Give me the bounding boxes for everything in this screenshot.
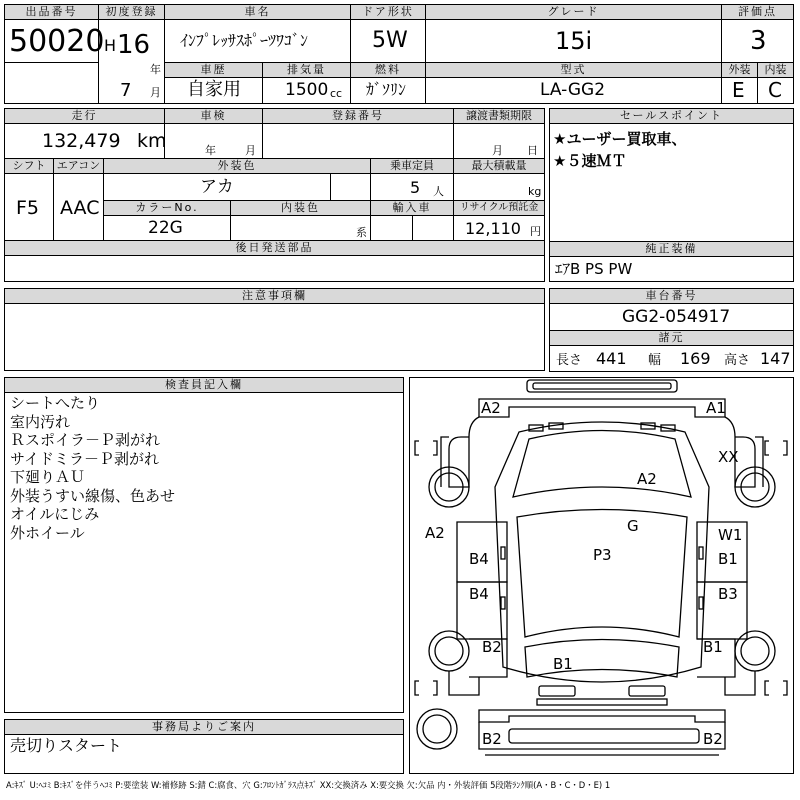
mileage: 132,479 bbox=[42, 130, 121, 152]
color: アカ bbox=[200, 177, 234, 197]
inspection-month-unit: 月 bbox=[245, 144, 256, 157]
era: H bbox=[104, 36, 117, 55]
score: 3 bbox=[750, 26, 767, 56]
inspector-line: シートへたり bbox=[10, 394, 101, 412]
first-reg-year: 16 bbox=[117, 30, 151, 60]
damage-mark: B1 bbox=[703, 638, 723, 656]
damage-mark: B3 bbox=[718, 585, 738, 603]
damage-mark: XX bbox=[718, 448, 739, 466]
equipment-header: 純正装備 bbox=[549, 241, 794, 257]
int-color-cell bbox=[230, 215, 371, 241]
fuel-header: 燃料 bbox=[350, 62, 426, 78]
inspector-notes bbox=[10, 394, 175, 542]
length-label: 長さ bbox=[556, 353, 583, 368]
year-unit: 年 bbox=[150, 63, 161, 76]
model-name: ｲﾝﾌﾟﾚｯｻｽﾎﾟｰﾂﾜｺﾞﾝ bbox=[180, 31, 309, 50]
chassis-header: 車台番号 bbox=[549, 288, 794, 304]
model-name-header: 車名 bbox=[164, 4, 351, 20]
recycle-fee: 12,110 bbox=[465, 219, 521, 238]
damage-mark: A2 bbox=[481, 399, 501, 417]
fuel: ｶﾞｿﾘﾝ bbox=[366, 80, 407, 99]
reg-no-cell bbox=[262, 123, 454, 159]
capacity-unit: 人 bbox=[433, 185, 444, 198]
load-unit: kg bbox=[528, 185, 542, 198]
color-no-header: カラーNo. bbox=[103, 200, 231, 216]
door-type: 5W bbox=[372, 28, 408, 53]
lot-no: 50020 bbox=[9, 24, 105, 59]
import-subcell bbox=[412, 215, 454, 241]
inspector-line: サイドミラ－Ｐ剥がれ bbox=[10, 449, 159, 468]
inspection-header: 車検 bbox=[164, 108, 263, 124]
inspector-line: 下廻りＡＵ bbox=[10, 468, 86, 486]
damage-mark: B1 bbox=[553, 655, 573, 673]
load-header: 最大積載量 bbox=[453, 158, 545, 174]
recycle-header: リサイクル預託金 bbox=[453, 200, 545, 216]
height: 147 bbox=[760, 349, 791, 368]
displacement: 1500 bbox=[285, 80, 329, 100]
history: 自家用 bbox=[187, 79, 241, 100]
exterior-header: 外装 bbox=[721, 62, 758, 78]
history-header: 車歴 bbox=[164, 62, 263, 78]
first-reg-month: 7 bbox=[120, 80, 132, 101]
shift: F5 bbox=[16, 197, 40, 219]
damage-mark: B4 bbox=[469, 585, 489, 603]
shift-header: シフト bbox=[4, 158, 54, 174]
lot-no-header: 出品番号 bbox=[4, 4, 99, 20]
score-header: 評価点 bbox=[721, 4, 794, 20]
inspection-year-unit: 年 bbox=[205, 144, 216, 157]
damage-mark: B4 bbox=[469, 550, 489, 568]
office-note: 売切りスタート bbox=[10, 736, 123, 755]
transfer-day-unit: 日 bbox=[527, 144, 538, 157]
width-label: 幅 bbox=[648, 353, 662, 368]
transfer-header: 譲渡書類期限 bbox=[453, 108, 545, 124]
sales-point-line-2: ★５速ＭＴ bbox=[553, 152, 627, 170]
width: 169 bbox=[680, 349, 711, 368]
office-header: 事務局よりご案内 bbox=[4, 719, 404, 735]
grade: 15i bbox=[555, 27, 593, 55]
capacity-header: 乗車定員 bbox=[370, 158, 454, 174]
reg-no-header: 登録番号 bbox=[262, 108, 454, 124]
displacement-header: 排気量 bbox=[262, 62, 351, 78]
notes-header: 注意事項欄 bbox=[4, 288, 545, 304]
damage-mark: A2 bbox=[425, 524, 445, 542]
later-parts-header: 後日発送部品 bbox=[4, 240, 545, 256]
damage-mark: B1 bbox=[718, 550, 738, 568]
color-header: 外装色 bbox=[103, 158, 371, 174]
chassis-number: GG2-054917 bbox=[622, 307, 731, 327]
ac: AAC bbox=[60, 197, 100, 219]
exterior-grade: E bbox=[732, 78, 745, 102]
dims-cell bbox=[549, 345, 794, 372]
damage-mark: P3 bbox=[593, 546, 612, 564]
length: 441 bbox=[596, 349, 627, 368]
interior-grade: C bbox=[768, 78, 782, 102]
inspector-header: 検査員記入欄 bbox=[4, 377, 404, 393]
color-subcell bbox=[330, 173, 371, 201]
height-label: 高さ bbox=[724, 353, 751, 368]
inspector-line: 室内汚れ bbox=[10, 412, 71, 431]
inspector-line: 外装うすい線傷、色あせ bbox=[10, 486, 176, 505]
inspector-line: オイルにじみ bbox=[10, 505, 100, 523]
later-parts-cell bbox=[4, 255, 545, 282]
notes-cell bbox=[4, 303, 545, 371]
door-header: ドア形状 bbox=[350, 4, 426, 20]
model-code-header: 型式 bbox=[425, 62, 722, 78]
int-color-unit: 系 bbox=[356, 226, 367, 239]
capacity: 5 bbox=[410, 178, 421, 197]
legend: A:ｷｽﾞ U:ﾍｺﾐ B:ｷｽﾞを伴うﾍｺﾐ P:要塗装 W:補修跡 S:錆 C:腐食、穴 G:ﾌﾛﾝﾄｶﾞﾗｽ点ｷｽﾞ XX:交換済み X:要交換 欠:欠品 内・外装評価 5段階ﾗﾝｸ順(A・B・C・D・E) 1 bbox=[6, 780, 611, 790]
damage-mark: W1 bbox=[718, 526, 743, 544]
recycle-unit: 円 bbox=[530, 225, 541, 238]
damage-mark: B2 bbox=[482, 730, 502, 748]
sales-point-line-1: ★ユーザー買取車、 bbox=[553, 130, 687, 148]
lot-no-blank bbox=[4, 62, 99, 104]
int-color-header: 内装色 bbox=[230, 200, 371, 216]
dims-header: 諸元 bbox=[549, 330, 794, 346]
inspector-line: Ｒスポイラ－Ｐ剥がれ bbox=[10, 431, 161, 449]
grade-header: グレード bbox=[425, 4, 722, 20]
damage-mark: G bbox=[627, 517, 639, 535]
import-header: 輸入車 bbox=[370, 200, 454, 216]
equipment: ｴｱB PS PW bbox=[555, 260, 633, 278]
month-unit: 月 bbox=[150, 86, 161, 99]
inspector-line: 外ホイール bbox=[10, 523, 85, 542]
interior-header: 内装 bbox=[757, 62, 794, 78]
color-no: 22G bbox=[148, 218, 183, 238]
displacement-unit: cc bbox=[330, 87, 343, 100]
first-reg-header: 初度登録 bbox=[98, 4, 165, 20]
model-code: LA-GG2 bbox=[540, 80, 606, 100]
mileage-unit: km bbox=[137, 130, 167, 152]
car-diagram bbox=[409, 377, 794, 774]
damage-mark: A1 bbox=[706, 399, 726, 417]
damage-mark: B2 bbox=[703, 730, 723, 748]
mileage-header: 走行 bbox=[4, 108, 165, 124]
transfer-month-unit: 月 bbox=[492, 144, 503, 157]
damage-mark: B2 bbox=[482, 638, 502, 656]
ac-header: エアコン bbox=[53, 158, 104, 174]
sales-point-header: セールスポイント bbox=[549, 108, 794, 124]
damage-mark: A2 bbox=[637, 470, 657, 488]
